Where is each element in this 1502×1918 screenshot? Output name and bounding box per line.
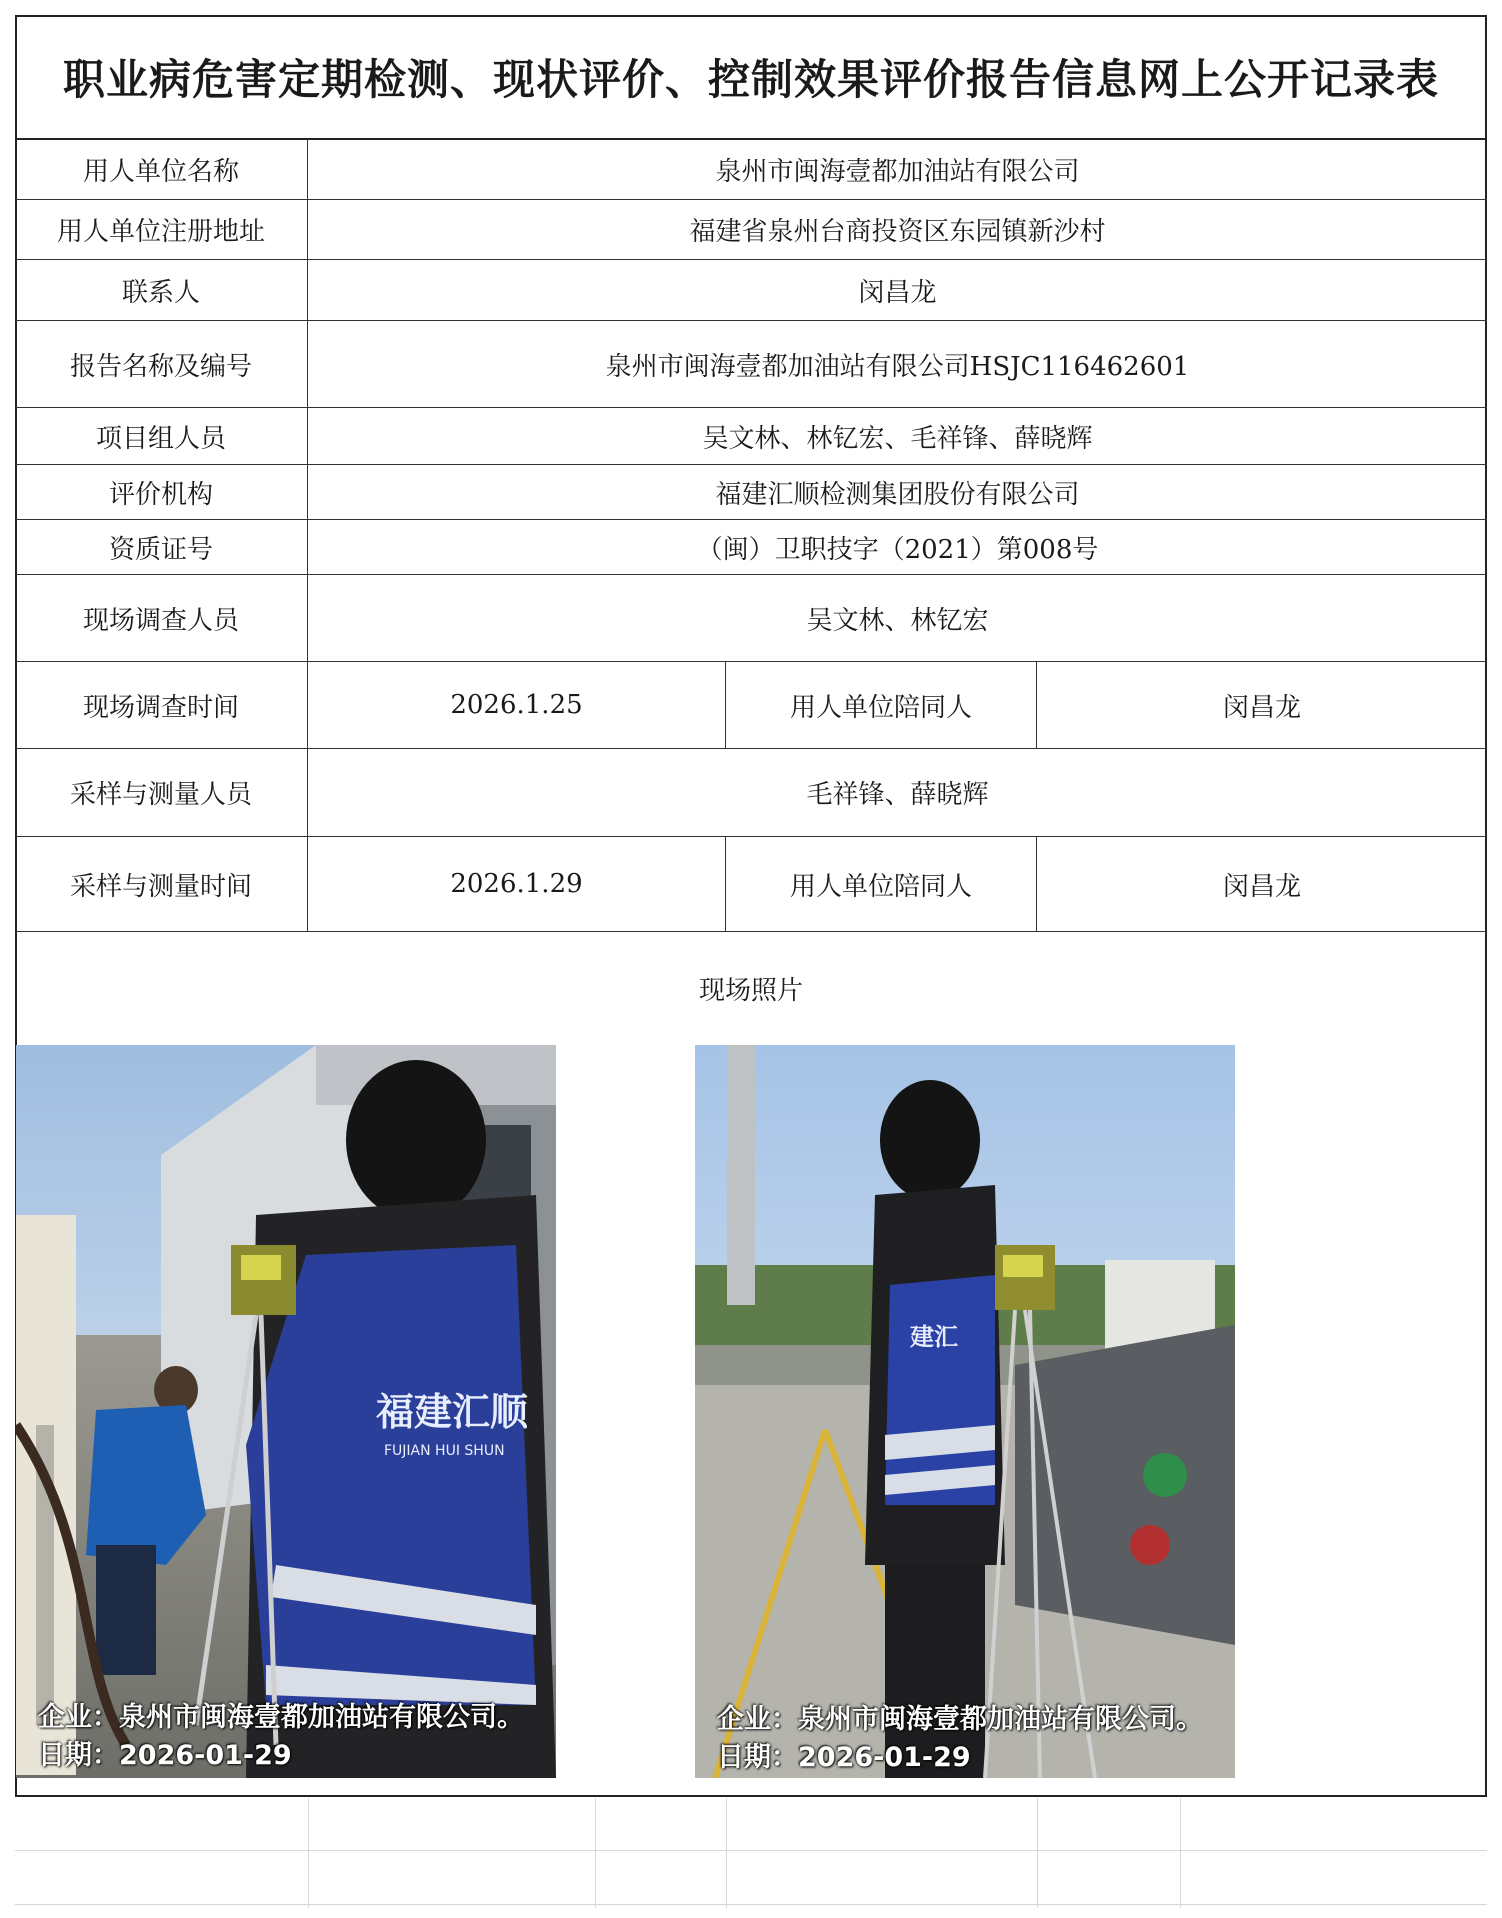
companion: 闵昌龙 xyxy=(1222,692,1301,723)
label: 报告名称及编号 xyxy=(15,321,308,407)
label: 资质证号 xyxy=(15,520,308,574)
value: 毛祥锋、薛晓辉 xyxy=(806,780,989,810)
companion: 闵昌龙 xyxy=(1222,871,1301,902)
photo-company-caption: 企业：泉州市闽海壹都加油站有限公司。 xyxy=(717,1704,1203,1735)
site-photo-right xyxy=(695,1045,1235,1778)
value: 2026.1.29 xyxy=(308,837,726,931)
vest-subtext: FUJIAN HUI SHUN xyxy=(384,1443,505,1459)
label: 采样与测量人员 xyxy=(15,749,308,836)
value: 福建省泉州台商投资区东园镇新沙村 xyxy=(689,217,1106,247)
site-photo-left xyxy=(16,1045,556,1778)
label: 用人单位注册地址 xyxy=(15,200,308,259)
row-photo-heading xyxy=(15,932,1487,1045)
row-license xyxy=(15,520,1487,575)
value: （闽）卫职技字（2021）第008号 xyxy=(696,534,1099,565)
value: 福建汇顺检测集团股份有限公司 xyxy=(715,479,1080,510)
value: 2026.1.25 xyxy=(308,662,726,748)
vest-text: 建汇 xyxy=(910,1323,958,1351)
row-survey-time xyxy=(15,662,1487,749)
empty-grid-area xyxy=(15,1798,1487,1908)
companion-label: 用人单位陪同人 xyxy=(726,662,1037,748)
row-employer-name xyxy=(15,140,1487,200)
row-contact xyxy=(15,260,1487,321)
value: 闵昌龙 xyxy=(858,277,937,308)
photo-heading: 现场照片 xyxy=(698,976,803,1006)
label: 采样与测量时间 xyxy=(15,837,308,931)
label: 现场调查人员 xyxy=(15,575,308,661)
page-title: 职业病危害定期检测、现状评价、控制效果评价报告信息网上公开记录表 xyxy=(15,15,1487,140)
row-team xyxy=(15,408,1487,465)
label: 现场调查时间 xyxy=(15,662,308,748)
row-employer-address xyxy=(15,200,1487,260)
label: 用人单位名称 xyxy=(15,140,308,199)
row-agency xyxy=(15,465,1487,520)
photo-company-caption: 企业：泉州市闽海壹都加油站有限公司。 xyxy=(38,1702,524,1733)
vest-text: 福建汇顺 xyxy=(376,1390,529,1434)
row-survey-staff xyxy=(15,575,1487,662)
companion-label: 用人单位陪同人 xyxy=(726,837,1037,931)
photo-date-caption: 日期：2026-01-29 xyxy=(717,1742,971,1773)
label: 联系人 xyxy=(15,260,308,320)
photo-date-caption: 日期：2026-01-29 xyxy=(38,1740,292,1771)
value: 泉州市闽海壹都加油站有限公司HSJC116462601 xyxy=(605,351,1190,382)
value: 吴文林、林钇宏、毛祥锋、薛晓辉 xyxy=(702,423,1093,454)
value: 泉州市闽海壹都加油站有限公司 xyxy=(715,157,1080,187)
row-sampling-time xyxy=(15,837,1487,932)
label: 评价机构 xyxy=(15,465,308,519)
row-report xyxy=(15,321,1487,408)
row-sampling-staff xyxy=(15,749,1487,837)
label: 项目组人员 xyxy=(15,408,308,464)
value: 吴文林、林钇宏 xyxy=(806,605,989,636)
